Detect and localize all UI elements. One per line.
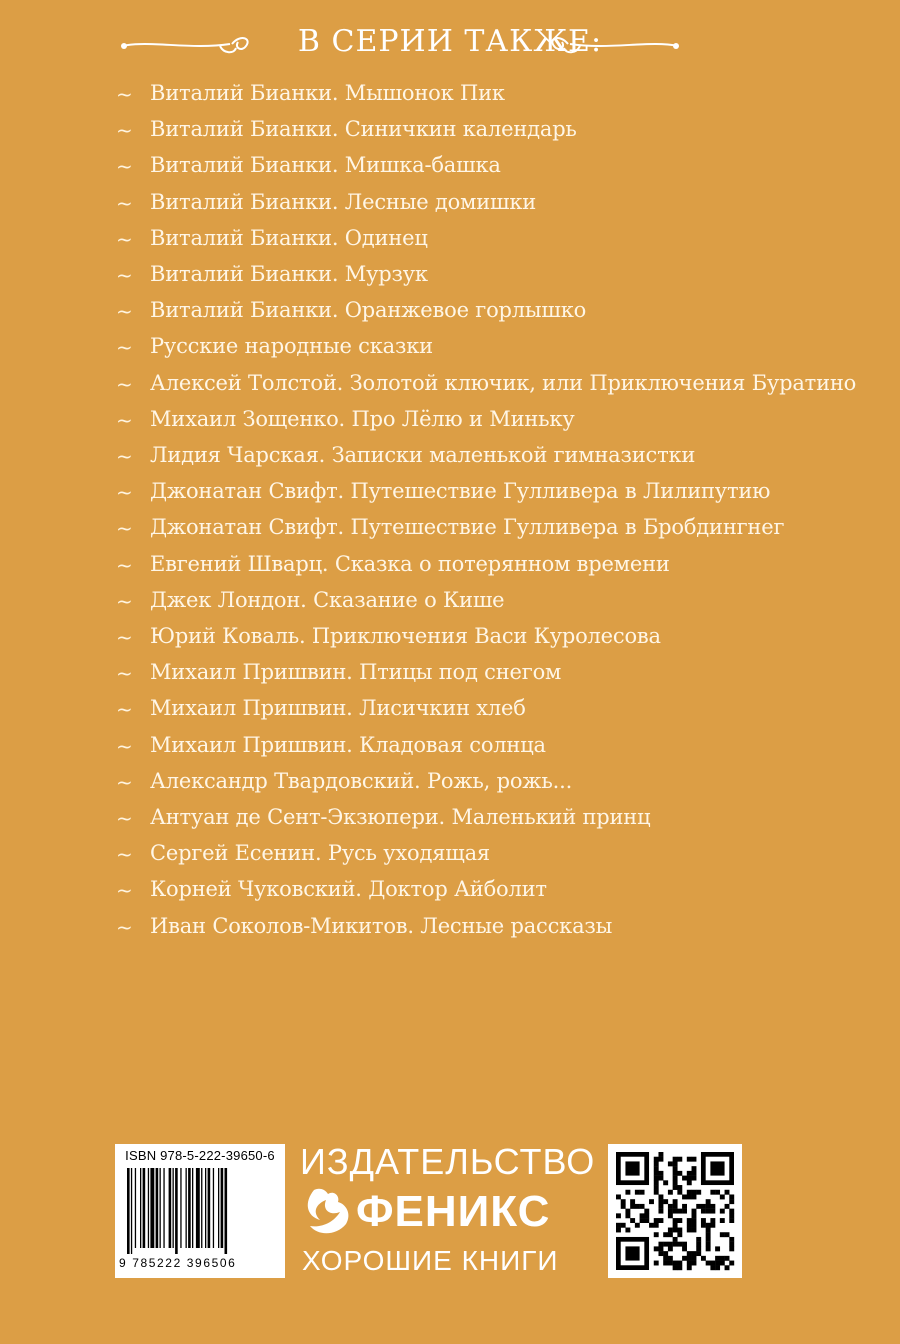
list-item xyxy=(0,728,900,764)
tilde-bullet-icon: ~ xyxy=(116,625,133,649)
book-title: Александр Твардовский. Рожь, рожь... xyxy=(150,768,573,793)
tilde-bullet-icon: ~ xyxy=(116,299,133,324)
list-item xyxy=(0,655,900,691)
list-item xyxy=(0,366,900,402)
list-item xyxy=(0,474,900,510)
tilde-bullet-icon: ~ xyxy=(116,444,133,468)
tilde-bullet-icon: ~ xyxy=(116,769,133,794)
tilde-bullet-icon: ~ xyxy=(116,335,133,360)
list-item xyxy=(0,836,900,872)
book-title: Джек Лондон. Сказание о Кише xyxy=(150,587,505,612)
footer xyxy=(0,1140,900,1290)
list-item xyxy=(0,76,900,112)
series-title: В СЕРИИ ТАКЖЕ: xyxy=(297,24,603,59)
book-title: Сергей Есенин. Русь уходящая xyxy=(150,841,490,866)
list-item xyxy=(0,764,900,800)
tilde-bullet-icon: ~ xyxy=(116,263,133,287)
book-title: Виталий Бианки. Мышонок Пик xyxy=(150,81,505,105)
book-title: Джонатан Свифт. Путешествие Гулливера в Бробдингнег xyxy=(150,515,785,540)
barcode-digits: 9 785222 396506 xyxy=(119,1256,237,1270)
publisher-slogan: ХОРОШИЕ КНИГИ xyxy=(302,1245,559,1276)
right-flourish-icon xyxy=(548,30,680,58)
tilde-bullet-icon: ~ xyxy=(116,842,133,867)
tilde-bullet-icon: ~ xyxy=(116,661,133,686)
book-title: Михаил Зощенко. Про Лёлю и Миньку xyxy=(150,406,575,431)
book-title: Михаил Пришвин. Птицы под снегом xyxy=(150,660,562,685)
tilde-bullet-icon: ~ xyxy=(116,733,133,758)
book-title: Джонатан Свифт. Путешествие Гулливера в Лилипутию xyxy=(150,479,771,504)
list-item xyxy=(0,909,900,945)
book-title: Виталий Бианки. Мишка-башка xyxy=(150,153,501,178)
book-title: Антуан де Сент-Экзюпери. Маленький принц xyxy=(150,805,651,829)
list-item xyxy=(0,872,900,908)
barcode xyxy=(115,1144,285,1278)
book-title: Виталий Бианки. Мурзук xyxy=(150,262,428,286)
tilde-bullet-icon: ~ xyxy=(116,480,133,505)
book-title: Юрий Коваль. Приключения Васи Куролесова xyxy=(150,624,661,648)
qr-code-pattern xyxy=(608,1144,742,1278)
list-item xyxy=(0,112,900,148)
qr-code-icon xyxy=(608,1144,742,1278)
book-title: Михаил Пришвин. Кладовая солнца xyxy=(150,732,546,757)
book-title: Иван Соколов-Микитов. Лесные рассказы xyxy=(150,913,613,938)
book-title: Алексей Толстой. Золотой ключик, или Приключения Буратино xyxy=(150,370,857,395)
barcode-bars xyxy=(127,1168,273,1254)
tilde-bullet-icon: ~ xyxy=(116,806,133,830)
book-title: Русские народные сказки xyxy=(150,334,433,359)
tilde-bullet-icon: ~ xyxy=(116,878,133,903)
list-item xyxy=(0,329,900,365)
tilde-bullet-icon: ~ xyxy=(116,154,133,179)
list-item xyxy=(0,583,900,619)
book-title: Евгений Шварц. Сказка о потерянном времени xyxy=(150,551,670,576)
book-title: Корней Чуковский. Доктор Айболит xyxy=(150,877,547,902)
tilde-bullet-icon: ~ xyxy=(116,190,133,215)
book-title: Виталий Бианки. Одинец xyxy=(150,225,428,250)
isbn-number: ISBN 978-5-222-39650-6 xyxy=(125,1148,275,1163)
tilde-bullet-icon: ~ xyxy=(116,371,133,396)
book-title: Виталий Бианки. Синичкин календарь xyxy=(150,117,577,142)
list-item xyxy=(0,257,900,293)
tilde-bullet-icon: ~ xyxy=(116,226,133,251)
list-item xyxy=(0,293,900,329)
tilde-bullet-icon: ~ xyxy=(116,118,133,143)
list-item xyxy=(0,402,900,438)
list-item xyxy=(0,547,900,583)
list-item xyxy=(0,800,900,836)
publisher-label: ИЗДАТЕЛЬСТВО xyxy=(300,1141,596,1182)
phoenix-flame-icon xyxy=(300,1186,352,1240)
publisher-name: ФЕНИКС xyxy=(356,1187,551,1236)
list-item xyxy=(0,221,900,257)
series-header xyxy=(0,18,900,68)
list-item xyxy=(0,148,900,184)
tilde-bullet-icon: ~ xyxy=(116,407,133,432)
book-title: Михаил Пришвин. Лисичкин хлеб xyxy=(150,696,526,721)
tilde-bullet-icon: ~ xyxy=(116,588,133,613)
tilde-bullet-icon: ~ xyxy=(116,697,133,722)
list-item xyxy=(0,619,900,655)
list-item xyxy=(0,510,900,546)
list-item xyxy=(0,691,900,727)
list-item xyxy=(0,185,900,221)
tilde-bullet-icon: ~ xyxy=(116,516,133,541)
book-title: Лидия Чарская. Записки маленькой гимназистки xyxy=(150,443,696,467)
list-item xyxy=(0,438,900,474)
book-title: Виталий Бианки. Лесные домишки xyxy=(150,189,537,214)
tilde-bullet-icon: ~ xyxy=(116,82,133,106)
tilde-bullet-icon: ~ xyxy=(116,914,133,939)
tilde-bullet-icon: ~ xyxy=(116,552,133,577)
book-title: Виталий Бианки. Оранжевое горлышко xyxy=(150,298,587,323)
